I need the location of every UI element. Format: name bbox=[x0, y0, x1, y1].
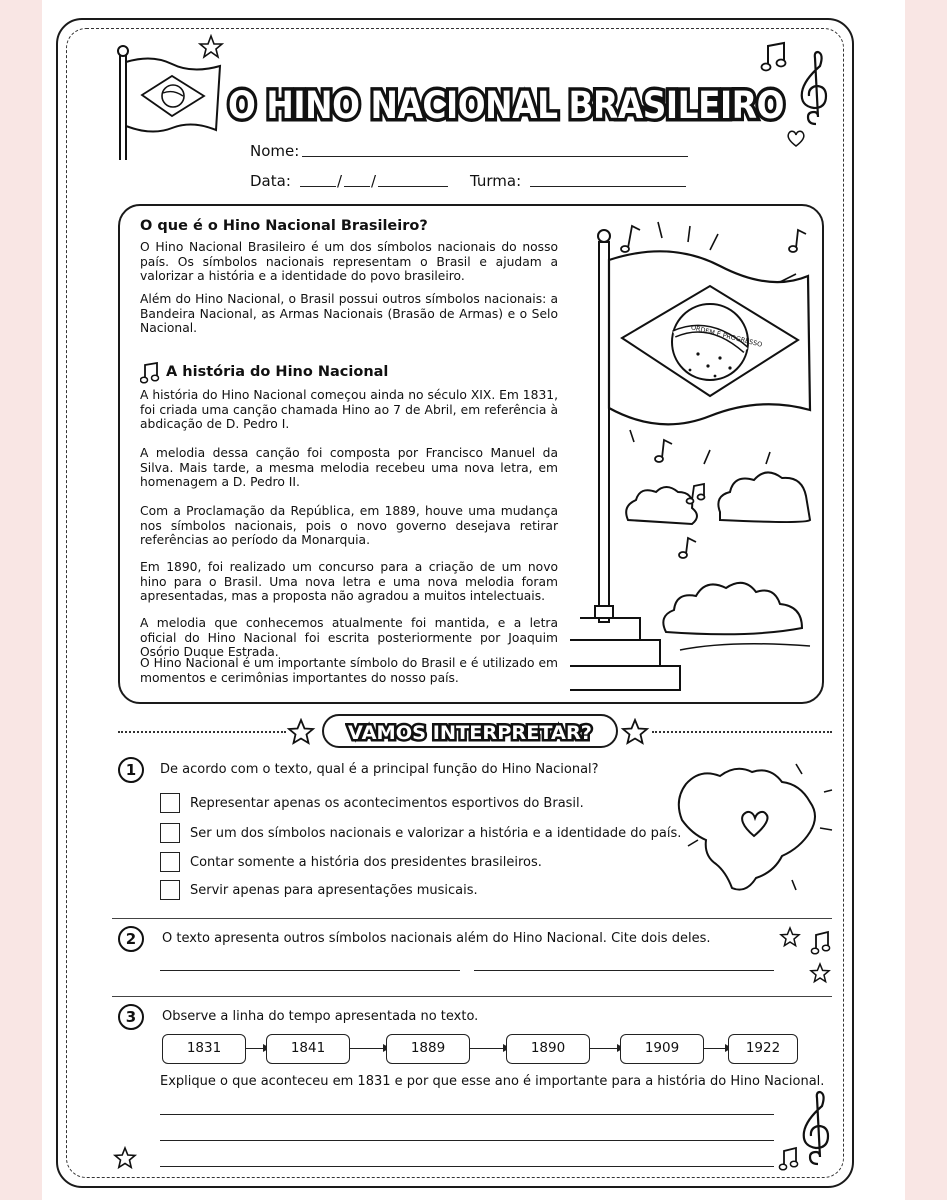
star-icon bbox=[620, 718, 650, 746]
bush-icon bbox=[663, 583, 802, 634]
dotted-divider bbox=[652, 731, 832, 733]
date-day-field[interactable] bbox=[300, 186, 336, 187]
answer-line[interactable] bbox=[160, 1140, 774, 1141]
option-3[interactable] bbox=[160, 851, 542, 873]
option-4[interactable] bbox=[160, 879, 478, 901]
section-banner bbox=[322, 714, 618, 748]
music-note-icon bbox=[810, 930, 832, 956]
date-label: Data: bbox=[250, 172, 291, 190]
timeline-arrow bbox=[470, 1048, 508, 1049]
timeline-year: 1909 bbox=[620, 1034, 704, 1064]
checkbox[interactable] bbox=[160, 852, 180, 872]
divider bbox=[112, 918, 832, 919]
paragraph: A melodia dessa canção foi composta por Francisco Manuel da Silva. Mais tarde, a mesma melodia recebeu uma nova letra, em homenagem a D. Pedro II. bbox=[140, 446, 558, 490]
question-text: De acordo com o texto, qual é a principal função do Hino Nacional? bbox=[160, 762, 599, 777]
flagpole-illustration bbox=[570, 220, 820, 698]
date-month-field[interactable] bbox=[344, 186, 370, 187]
paragraph: Com a Proclamação da República, em 1889, houve uma mudança nos símbolos nacionais, pois o novo governo desejava retirar referências ao período da Monarquia. bbox=[140, 504, 558, 548]
timeline-year: 1831 bbox=[162, 1034, 246, 1064]
option-1[interactable] bbox=[160, 792, 584, 814]
brazil-map-icon bbox=[670, 760, 840, 910]
heart-icon bbox=[786, 130, 806, 148]
option-label: Contar somente a história dos presidentes brasileiros. bbox=[190, 854, 542, 870]
star-icon bbox=[778, 926, 802, 948]
timeline-arrow bbox=[590, 1048, 622, 1049]
question-text: O texto apresenta outros símbolos nacionais além do Hino Nacional. Cite dois deles. bbox=[162, 931, 711, 946]
checkbox[interactable] bbox=[160, 823, 180, 843]
date-separator: / bbox=[337, 172, 343, 190]
name-label: Nome: bbox=[250, 142, 300, 160]
name-field[interactable] bbox=[302, 156, 688, 157]
date-year-field[interactable] bbox=[378, 186, 448, 187]
section-heading: A história do Hino Nacional bbox=[166, 364, 389, 380]
checkbox[interactable] bbox=[160, 880, 180, 900]
question-number: 2 bbox=[118, 926, 144, 952]
paragraph: O Hino Nacional Brasileiro é um dos símbolos nacionais do nosso país. Os símbolos nacionais representam o Brasil e ajudam a valorizar a história e a identidade do povo brasileiro. bbox=[140, 240, 558, 284]
paragraph: Em 1890, foi realizado um concurso para a criação de um novo hino para o Brasil. Uma nova letra e uma nova melodia foram apresentadas, mas a proposta não agradou a muitos intelectuais. bbox=[140, 560, 558, 604]
star-icon bbox=[808, 962, 832, 984]
answer-line[interactable] bbox=[160, 1114, 774, 1115]
dotted-divider bbox=[118, 731, 286, 733]
banner-label: VAMOS INTERPRETAR? bbox=[348, 722, 592, 744]
music-note-icon bbox=[760, 40, 790, 74]
option-label: Servir apenas para apresentações musicais. bbox=[190, 882, 478, 898]
timeline-year: 1889 bbox=[386, 1034, 470, 1064]
paragraph: O Hino Nacional é um importante símbolo do Brasil e é utilizado em momentos e cerimônias importantes do nosso país. bbox=[140, 656, 558, 685]
cloud-icon bbox=[626, 487, 697, 524]
timeline-arrow bbox=[350, 1048, 388, 1049]
paragraph: Além do Hino Nacional, o Brasil possui outros símbolos nacionais: a Bandeira Nacional, as Armas Nacionais (Brasão de Armas) e o Selo Nacional. bbox=[140, 292, 558, 336]
paragraph: A melodia que conhecemos atualmente foi mantida, e a letra oficial do Hino Nacional foi escrita posteriormente por Joaquim Osório Duque Estrada. bbox=[140, 616, 558, 660]
date-separator: / bbox=[371, 172, 377, 190]
timeline-arrow bbox=[246, 1048, 268, 1049]
answer-line[interactable] bbox=[160, 1166, 774, 1167]
flag-motto: ORDEM E PROGRESSO bbox=[690, 323, 764, 349]
option-2[interactable] bbox=[160, 822, 681, 844]
option-label: Ser um dos símbolos nacionais e valorizar a história e a identidade do país. bbox=[190, 825, 682, 841]
treble-clef-icon bbox=[798, 1090, 834, 1170]
star-icon bbox=[112, 1146, 138, 1170]
answer-line[interactable] bbox=[474, 970, 774, 971]
timeline-year: 1890 bbox=[506, 1034, 590, 1064]
section-heading: O que é o Hino Nacional Brasileiro? bbox=[140, 218, 428, 234]
cloud-icon bbox=[718, 472, 810, 522]
music-note-icon bbox=[778, 1146, 800, 1172]
timeline-arrow bbox=[704, 1048, 730, 1049]
star-icon bbox=[286, 718, 316, 746]
page-title bbox=[228, 74, 788, 134]
checkbox[interactable] bbox=[160, 793, 180, 813]
question-text: Observe a linha do tempo apresentada no texto. bbox=[162, 1009, 479, 1024]
option-label: Representar apenas os acontecimentos esportivos do Brasil. bbox=[190, 795, 584, 811]
title-text: O HINO NACIONAL BRASILEIRO bbox=[228, 84, 784, 127]
class-field[interactable] bbox=[530, 186, 686, 187]
paragraph: A história do Hino Nacional começou ainda no século XIX. Em 1831, foi criada uma canção chamada Hino ao 7 de Abril, em referência à abdicação de D. Pedro I. bbox=[140, 388, 558, 432]
star-icon bbox=[198, 34, 224, 60]
question-number: 3 bbox=[118, 1004, 144, 1030]
class-label: Turma: bbox=[470, 172, 522, 190]
music-note-icon bbox=[140, 362, 160, 384]
answer-line[interactable] bbox=[160, 970, 460, 971]
treble-clef-icon bbox=[796, 50, 832, 130]
divider bbox=[112, 996, 832, 997]
timeline-year: 1841 bbox=[266, 1034, 350, 1064]
timeline-year: 1922 bbox=[728, 1034, 798, 1064]
question-number: 1 bbox=[118, 757, 144, 783]
question-prompt: Explique o que aconteceu em 1831 e por que esse ano é importante para a história do Hino Nacional. bbox=[160, 1074, 825, 1089]
